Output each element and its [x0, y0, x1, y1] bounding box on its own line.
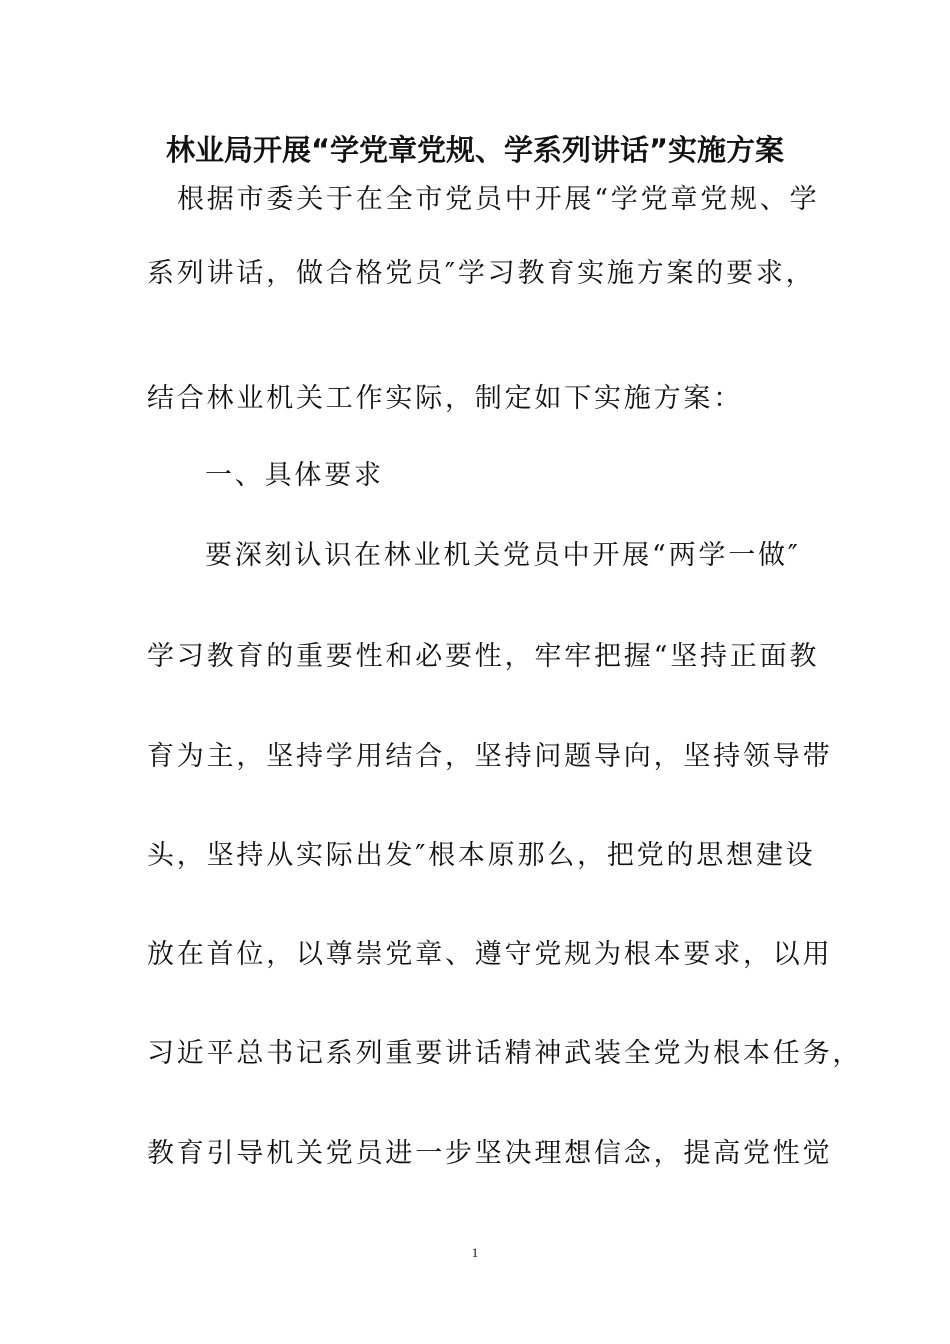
paragraph-line-8: 头，坚持从实际出发″根本原那么，把党的思想建设 [147, 840, 816, 871]
paragraph-line-3: 结合林业机关工作实际，制定如下实施方案： [147, 383, 743, 414]
paragraph-line-2: 系列讲话，做合格党员″学习教育实施方案的要求， [147, 258, 816, 289]
section-heading: 一、具体要求 [205, 460, 384, 491]
document-title: 林业局开展“学党章党规、学系列讲话”实施方案 [165, 133, 785, 167]
paragraph-line-10: 习近平总书记系列重要讲话精神武装全党为根本任务， [147, 1038, 863, 1069]
paragraph-line-11: 教育引导机关党员进一步坚决理想信念，提高党性觉 [147, 1138, 833, 1169]
paragraph-line-7: 育为主，坚持学用结合，坚持问题导向，坚持领导带 [147, 741, 833, 772]
paragraph-line-1: 根据市委关于在全市党员中开展“学党章党规、学 [177, 184, 820, 215]
paragraph-line-6: 学习教育的重要性和必要性，牢牢把握“坚持正面教 [147, 641, 820, 672]
page-number: 1 [471, 1245, 479, 1260]
paragraph-line-5: 要深刻认识在林业机关党员中开展“两学一做″ [205, 540, 801, 571]
paragraph-line-9: 放在首位，以尊崇党章、遵守党规为根本要求，以用 [147, 939, 833, 970]
